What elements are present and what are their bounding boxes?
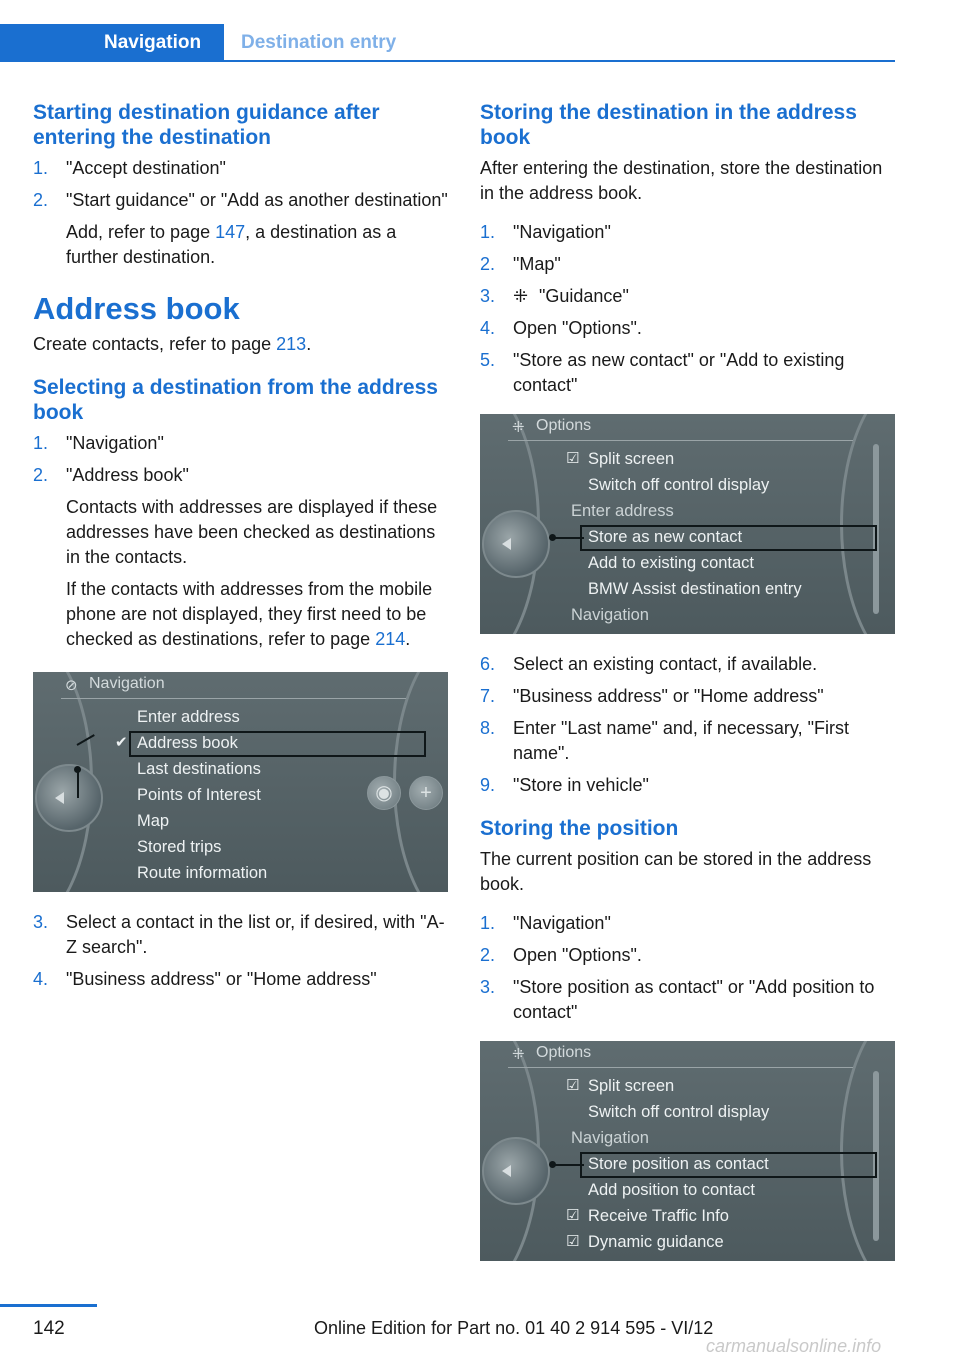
step-number: 1. <box>480 222 496 242</box>
body-text: Create contacts, refer to page <box>33 334 277 354</box>
step-number: 3. <box>33 912 49 932</box>
list-item <box>33 463 451 652</box>
checkbox-checked-icon: ☑ <box>566 450 580 467</box>
step-text: "Store as new contact" or "Add to existing contact" <box>513 350 845 395</box>
note-text: If the contacts with addresses from the mobile phone are not displayed, they first need to be checked as destinations, refer to page <box>66 579 433 649</box>
step-number: 6. <box>480 654 496 674</box>
pointer-dot <box>74 766 81 773</box>
list-item <box>480 252 898 277</box>
menu-item-add-position[interactable]: Add position to contact <box>588 1181 755 1199</box>
chevron-left-icon <box>502 538 511 550</box>
step-text: Select an existing contact, if available. <box>513 654 818 674</box>
menu-section-navigation: Navigation <box>571 1129 649 1147</box>
menu-item-bmw-assist[interactable]: BMW Assist destination entry <box>588 580 802 598</box>
step-number: 7. <box>480 686 496 706</box>
step-text: "Guidance" <box>539 286 629 306</box>
map-icon: ◉ <box>367 776 401 810</box>
footer-rule <box>0 1304 97 1307</box>
steps-start-guidance <box>33 156 451 270</box>
screen-title-text: Options <box>536 1044 592 1061</box>
menu-section-enter-address: Enter address <box>571 502 674 520</box>
step-text: "Navigation" <box>513 913 611 933</box>
step-number: 4. <box>480 318 496 338</box>
step-text: "Store position as contact" or "Add position to contact" <box>513 977 875 1022</box>
controller-knob <box>35 764 103 832</box>
screen-title-text: Navigation <box>89 675 165 692</box>
chapter-header <box>0 24 895 62</box>
divider <box>508 440 853 441</box>
screen-menu <box>566 446 802 628</box>
check-icon: ✔ <box>115 734 128 751</box>
pointer-dot <box>549 1161 556 1168</box>
chevron-left-icon <box>502 1165 511 1177</box>
checkbox-checked-icon: ☑ <box>566 1207 580 1224</box>
menu-item-switch-off-display[interactable]: Switch off control display <box>588 476 770 494</box>
controller-knob <box>482 510 550 578</box>
step-note <box>66 577 451 652</box>
step-text: "Address book" <box>66 465 189 485</box>
divider <box>61 698 406 699</box>
menu-item-label: Split screen <box>588 1077 675 1095</box>
menu-item-route-information[interactable]: Route information <box>137 864 268 882</box>
step-number: 3. <box>480 286 496 306</box>
divider <box>508 1067 853 1068</box>
section-title-store-position: Storing the position <box>480 817 679 840</box>
screen-title <box>65 675 165 693</box>
list-item <box>33 156 451 181</box>
list-item <box>480 684 898 709</box>
menu-item-label: Split screen <box>588 450 675 468</box>
screen-title <box>512 1044 591 1062</box>
page-link-213[interactable]: 213 <box>276 334 307 354</box>
step-number: 1. <box>33 433 49 453</box>
step-text: "Business address" or "Home address" <box>66 969 377 989</box>
steps-select-destination-cont <box>33 910 451 992</box>
step-text: "Start guidance" or "Add as another destination" <box>66 190 448 210</box>
list-item <box>33 431 451 456</box>
list-item <box>480 975 898 1025</box>
screen-title-text: Options <box>536 417 592 434</box>
note-text: , a destination as a further destination. <box>66 222 397 267</box>
store-position-intro: The current position can be stored in the address book. <box>480 849 872 894</box>
menu-item-split-screen[interactable] <box>566 1073 769 1099</box>
menu-item-points-of-interest[interactable]: Points of Interest <box>137 786 261 804</box>
list-item <box>33 967 451 992</box>
list-item <box>480 284 898 309</box>
chevron-left-icon <box>55 792 64 804</box>
list-item <box>480 652 898 677</box>
list-item <box>33 910 451 960</box>
menu-item-receive-traffic-info[interactable] <box>566 1203 769 1229</box>
pointer-line <box>552 537 584 539</box>
pointer-line <box>552 1164 584 1166</box>
chapter-tab-navigation[interactable]: Navigation <box>0 24 224 62</box>
step-number: 2. <box>33 190 49 210</box>
step-number: 1. <box>33 158 49 178</box>
step-note <box>66 220 451 270</box>
step-text: Enter "Last name" and, if necessary, "First name". <box>513 718 849 763</box>
screen-title <box>512 417 591 435</box>
list-item <box>480 773 898 798</box>
screenshot-options-store-position <box>480 1041 895 1261</box>
steps-select-destination <box>33 431 451 652</box>
steps-store-destination <box>480 220 898 398</box>
step-text: Open "Options". <box>513 318 642 338</box>
list-item <box>480 943 898 968</box>
list-item <box>480 911 898 936</box>
header-rule <box>0 60 895 62</box>
screenshot-options-store-contact <box>480 414 895 634</box>
step-number: 9. <box>480 775 496 795</box>
menu-item-last-destinations[interactable]: Last destinations <box>137 760 261 778</box>
step-number: 2. <box>480 945 496 965</box>
menu-item-label: Address book <box>137 734 238 752</box>
step-text: "Store in vehicle" <box>513 775 649 795</box>
list-item <box>480 220 898 245</box>
menu-item-label: Dynamic guidance <box>588 1233 724 1251</box>
step-number: 8. <box>480 718 496 738</box>
steps-store-position <box>480 911 898 1025</box>
step-text: Open "Options". <box>513 945 642 965</box>
chapter-tab-destination-entry[interactable]: Destination entry <box>241 32 397 53</box>
options-icon: ⁜ <box>512 419 525 436</box>
checkbox-checked-icon: ☑ <box>566 1233 580 1250</box>
step-number: 2. <box>33 465 49 485</box>
controller-arc <box>840 414 895 634</box>
guidance-icon: ⁜ <box>513 286 529 306</box>
note-text: . <box>405 629 411 649</box>
page-link-214[interactable]: 214 <box>375 629 406 649</box>
page-number: 142 <box>33 1318 65 1339</box>
menu-item-label: Receive Traffic Info <box>588 1207 729 1225</box>
plus-icon: + <box>409 776 443 810</box>
step-number: 3. <box>480 977 496 997</box>
checkbox-checked-icon: ☑ <box>566 1077 580 1094</box>
step-text: "Navigation" <box>513 222 611 242</box>
watermark: carmanualsonline.info <box>706 1336 882 1356</box>
list-item <box>33 188 451 270</box>
screen-menu <box>566 1073 770 1255</box>
section-title-address-book: Address book <box>33 291 240 326</box>
menu-item-map[interactable]: Map <box>137 812 170 830</box>
menu-item-split-screen[interactable] <box>566 446 802 472</box>
step-text: "Business address" or "Home address" <box>513 686 824 706</box>
controller-knob <box>482 1137 550 1205</box>
body-text: . <box>306 334 312 354</box>
right-column <box>480 100 898 1279</box>
menu-item-dynamic-guidance[interactable] <box>566 1229 769 1255</box>
page-link-147[interactable]: 147 <box>215 222 246 242</box>
address-book-intro <box>33 332 451 357</box>
section-title-start-guidance: Starting destination guidance after entering the destination <box>33 101 380 149</box>
step-note: Contacts with addresses are displayed if these addresses have been checked as destinations in the contacts. <box>66 497 438 567</box>
pointer-dot <box>549 534 556 541</box>
menu-section-navigation: Navigation <box>571 606 649 624</box>
edition-info: Online Edition for Part no. 01 40 2 914 595 - VI/12 <box>314 1318 714 1338</box>
step-number: 5. <box>480 350 496 370</box>
step-number: 2. <box>480 254 496 274</box>
menu-item-add-existing-contact[interactable]: Add to existing contact <box>588 554 755 572</box>
navigation-icon: ⊘ <box>65 677 78 694</box>
menu-item-address-book[interactable] <box>115 730 267 756</box>
section-title-select-destination: Selecting a destination from the address book <box>33 376 438 424</box>
step-text: "Navigation" <box>66 433 164 453</box>
left-column <box>33 100 451 999</box>
list-item <box>480 716 898 766</box>
menu-item-stored-trips[interactable]: Stored trips <box>137 838 222 856</box>
screenshot-navigation-menu <box>33 672 448 892</box>
menu-item-enter-address[interactable]: Enter address <box>137 708 240 726</box>
screen-menu <box>115 704 268 886</box>
step-text: Select a contact in the list or, if desired, with "A-Z search". <box>66 912 445 957</box>
step-number: 1. <box>480 913 496 933</box>
steps-store-destination-cont <box>480 652 898 798</box>
section-title-store-destination: Storing the destination in the address book <box>480 101 857 149</box>
store-destination-intro: After entering the destination, store the destination in the address book. <box>480 158 883 203</box>
note-text: Add, refer to page <box>66 222 216 242</box>
controller-arc <box>840 1041 895 1261</box>
step-text: "Map" <box>513 254 561 274</box>
menu-item-switch-off-display[interactable]: Switch off control display <box>588 1103 770 1121</box>
menu-item-store-new-contact[interactable]: Store as new contact <box>584 524 802 550</box>
step-text: "Accept destination" <box>66 158 226 178</box>
options-icon: ⁜ <box>512 1046 525 1063</box>
list-item <box>480 316 898 341</box>
step-number: 4. <box>33 969 49 989</box>
list-item <box>480 348 898 398</box>
menu-item-store-position[interactable]: Store position as contact <box>584 1151 769 1177</box>
